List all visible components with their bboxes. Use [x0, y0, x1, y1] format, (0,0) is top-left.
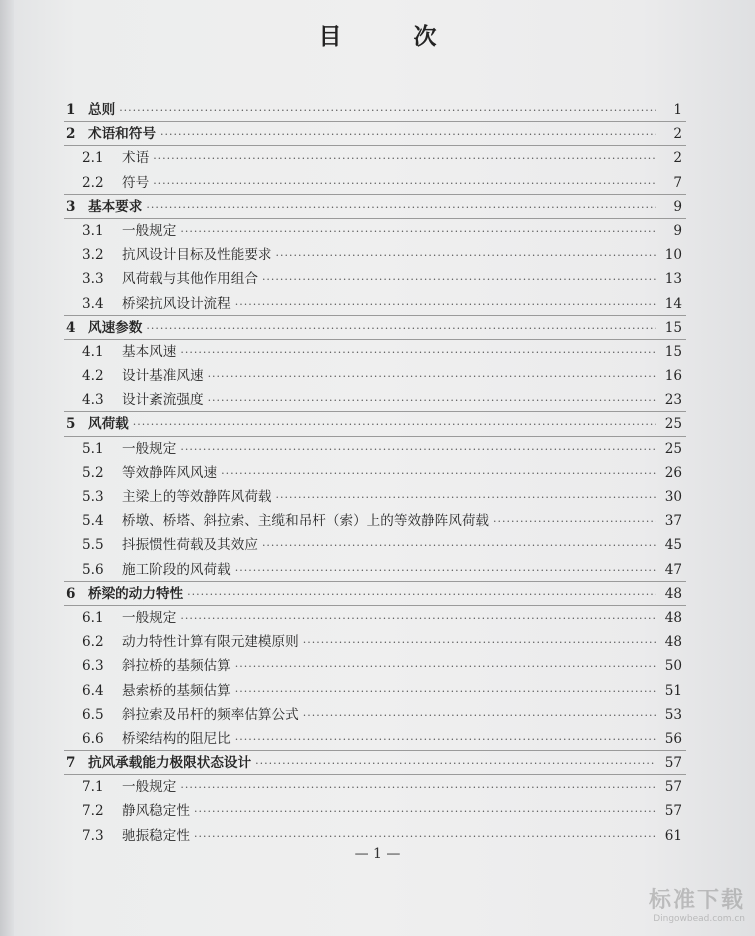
- toc-entry-title: 桥梁抗风设计流程: [122, 295, 231, 312]
- toc-entry-title: 设计基准风速: [122, 368, 204, 385]
- toc-section-row: [64, 679, 682, 703]
- toc-entry-number: 3.2: [82, 247, 104, 264]
- toc-leader-dots: [180, 438, 656, 462]
- toc-entry-title: 桥墩、桥塔、斜拉索、主缆和吊杆（索）上的等效静阵风荷载: [122, 513, 490, 530]
- toc-entry-title: 桥梁结构的阻尼比: [122, 730, 231, 747]
- toc-page-number: 16: [664, 368, 682, 385]
- toc-page-number: 30: [664, 489, 682, 505]
- toc-entry-number: 7: [66, 755, 76, 772]
- toc-chapter-row: [64, 195, 682, 219]
- toc-leader-dots: [235, 293, 656, 317]
- toc-leader-dots: [208, 365, 656, 389]
- toc-entry-number: 2: [66, 126, 76, 143]
- toc-section-row: [64, 558, 682, 582]
- toc-entry-title: 等效静阵风风速: [122, 464, 218, 481]
- toc-leader-dots: [146, 196, 656, 220]
- toc-section-row: [64, 388, 682, 412]
- toc-section-row: [64, 437, 682, 461]
- toc-leader-dots: [255, 752, 656, 776]
- toc-leader-dots: [493, 510, 656, 534]
- toc-page-number: 1: [673, 102, 682, 118]
- toc-entry-title: 符号: [122, 174, 150, 191]
- toc-page-number: 13: [664, 271, 682, 288]
- toc-section-row: [64, 799, 682, 823]
- toc-entry-number: 5.5: [82, 537, 104, 554]
- toc-chapter-row: [64, 582, 682, 606]
- toc-leader-dots: [180, 607, 656, 631]
- toc-section-row: [64, 340, 682, 364]
- toc-entry-number: 3.4: [82, 295, 104, 312]
- toc-entry-title: 一般规定: [122, 779, 177, 796]
- toc-entry-number: 5.4: [82, 513, 104, 530]
- toc-entry-number: 1: [66, 102, 76, 118]
- toc-entry-number: 2.1: [82, 150, 104, 167]
- toc-entry-number: 5.1: [82, 440, 104, 457]
- toc-section-row: [64, 703, 682, 727]
- toc-entry-title: 基本要求: [88, 198, 143, 215]
- toc-page-number: 7: [673, 174, 682, 191]
- toc-entry-title: 斜拉桥的基频估算: [122, 658, 231, 675]
- toc-entry-number: 3: [66, 198, 76, 215]
- toc-entry-number: 5: [66, 416, 76, 433]
- table-of-contents: [64, 98, 682, 848]
- toc-section-row: [64, 461, 682, 485]
- toc-section-row: [64, 775, 682, 799]
- watermark: [649, 883, 745, 924]
- toc-page-number: 9: [673, 222, 682, 239]
- toc-entry-title: 基本风速: [122, 343, 177, 360]
- toc-page-number: 48: [664, 609, 682, 626]
- toc-leader-dots: [235, 728, 656, 752]
- toc-chapter-row: [64, 751, 682, 775]
- toc-page-number: 37: [664, 513, 682, 530]
- toc-page-number: 9: [673, 198, 682, 215]
- toc-page-number: 25: [664, 416, 682, 433]
- toc-entry-title: 抖振惯性荷载及其效应: [122, 537, 258, 554]
- toc-entry-title: 术语: [122, 150, 150, 167]
- toc-leader-dots: [208, 389, 656, 413]
- toc-leader-dots: [194, 800, 656, 824]
- watermark-url: Dingowbead.com.cn: [653, 914, 745, 924]
- toc-entry-title: 设计紊流强度: [122, 392, 204, 409]
- toc-page-number: 48: [664, 634, 682, 651]
- toc-page-number: 14: [664, 295, 682, 312]
- toc-section-row: [64, 146, 682, 170]
- toc-entry-title: 风速参数: [88, 319, 143, 336]
- toc-page-number: 56: [664, 730, 682, 747]
- toc-section-row: [64, 171, 682, 195]
- toc-page-number: 10: [664, 247, 682, 264]
- toc-page-number: 47: [664, 561, 682, 578]
- toc-section-row: [64, 630, 682, 654]
- toc-leader-dots: [119, 99, 656, 123]
- toc-leader-dots: [262, 268, 656, 292]
- page-title: 目 次: [318, 23, 469, 50]
- toc-entry-number: 5.3: [82, 489, 104, 505]
- toc-page-number: 57: [664, 779, 682, 796]
- toc-leader-dots: [180, 776, 656, 800]
- toc-page-number: 2: [673, 150, 682, 167]
- toc-section-row: [64, 606, 682, 630]
- toc-page-number: 61: [664, 827, 682, 844]
- toc-entry-title: 一般规定: [122, 222, 177, 239]
- toc-section-row: [64, 243, 682, 267]
- page-edge-shadow: [0, 0, 14, 936]
- toc-chapter-row: [64, 412, 682, 436]
- toc-leader-dots: [262, 534, 656, 558]
- toc-leader-dots: [235, 559, 656, 583]
- toc-entry-number: 2.2: [82, 174, 104, 191]
- toc-leader-dots: [153, 172, 656, 196]
- toc-entry-number: 7.3: [82, 827, 104, 844]
- toc-entry-number: 6.4: [82, 682, 104, 699]
- toc-chapter-row: [64, 122, 682, 146]
- toc-entry-title: 动力特性计算有限元建模原则: [122, 634, 299, 651]
- toc-entry-number: 4.3: [82, 392, 104, 409]
- toc-leader-dots: [235, 680, 656, 704]
- toc-leader-dots: [276, 244, 656, 268]
- toc-entry-number: 3.3: [82, 271, 104, 288]
- toc-entry-number: 6.2: [82, 634, 104, 651]
- toc-section-row: [64, 292, 682, 316]
- toc-page-number: 57: [664, 803, 682, 820]
- toc-section-row: [64, 824, 682, 848]
- toc-entry-title: 一般规定: [122, 609, 177, 626]
- toc-entry-title: 驰振稳定性: [122, 827, 190, 844]
- toc-entry-title: 桥梁的动力特性: [88, 585, 184, 602]
- toc-leader-dots: [303, 704, 656, 728]
- toc-leader-dots: [146, 317, 656, 341]
- toc-page-number: 57: [664, 755, 682, 772]
- toc-entry-title: 一般规定: [122, 440, 177, 457]
- toc-chapter-row: [64, 316, 682, 340]
- page-number-footer: — 1 —: [354, 846, 401, 862]
- toc-entry-number: 6.3: [82, 658, 104, 675]
- toc-entry-title: 风荷载与其他作用组合: [122, 271, 258, 288]
- toc-entry-number: 7.2: [82, 803, 104, 820]
- toc-section-row: [64, 364, 682, 388]
- toc-leader-dots: [187, 583, 656, 607]
- toc-page-number: 48: [664, 585, 682, 602]
- toc-entry-title: 抗风设计目标及性能要求: [122, 247, 272, 264]
- toc-section-row: [64, 267, 682, 291]
- toc-page-number: 51: [664, 682, 682, 699]
- toc-leader-dots: [180, 220, 656, 244]
- watermark-text: 标准下载: [648, 888, 745, 913]
- toc-page-number: 53: [664, 706, 682, 723]
- toc-entry-number: 5.2: [82, 464, 104, 481]
- toc-section-row: [64, 219, 682, 243]
- toc-entry-number: 6.5: [82, 706, 104, 723]
- toc-entry-number: 4.1: [82, 343, 104, 360]
- toc-page-number: 45: [664, 537, 682, 554]
- toc-entry-number: 4.2: [82, 368, 104, 385]
- toc-entry-title: 施工阶段的风荷载: [122, 561, 231, 578]
- toc-entry-number: 7.1: [82, 779, 104, 796]
- toc-section-row: [64, 654, 682, 678]
- toc-entry-number: 6.1: [82, 609, 104, 626]
- toc-section-row: [64, 727, 682, 751]
- toc-chapter-row: [64, 98, 682, 122]
- toc-page-number: 2: [673, 126, 682, 143]
- toc-entry-number: 4: [66, 319, 76, 336]
- toc-leader-dots: [153, 147, 656, 171]
- toc-entry-title: 静风稳定性: [122, 803, 190, 820]
- toc-entry-title: 风荷载: [88, 416, 129, 433]
- toc-page-number: 23: [664, 392, 682, 409]
- toc-section-row: [64, 485, 682, 509]
- toc-leader-dots: [235, 655, 656, 679]
- toc-entry-title: 斜拉索及吊杆的频率估算公式: [122, 706, 299, 723]
- toc-page-number: 15: [664, 319, 682, 336]
- toc-entry-number: 6: [66, 585, 76, 602]
- toc-entry-title: 悬索桥的基频估算: [122, 682, 231, 699]
- toc-section-row: [64, 509, 682, 533]
- toc-entry-title: 总则: [88, 102, 116, 118]
- toc-entry-title: 抗风承载能力极限状态设计: [88, 755, 252, 772]
- toc-entry-number: 6.6: [82, 730, 104, 747]
- toc-leader-dots: [160, 123, 656, 147]
- toc-entry-title: 术语和符号: [88, 126, 156, 143]
- toc-section-row: [64, 533, 682, 557]
- toc-entry-number: 5.6: [82, 561, 104, 578]
- toc-page-number: 15: [664, 343, 682, 360]
- toc-leader-dots: [276, 486, 656, 510]
- toc-leader-dots: [221, 462, 656, 486]
- toc-page-number: 25: [664, 440, 682, 457]
- toc-page-number: 26: [664, 464, 682, 481]
- toc-page-number: 50: [664, 658, 682, 675]
- toc-leader-dots: [180, 341, 656, 365]
- toc-leader-dots: [303, 631, 656, 655]
- toc-entry-number: 3.1: [82, 222, 104, 239]
- toc-entry-title: 主梁上的等效静阵风荷载: [122, 489, 272, 505]
- toc-leader-dots: [133, 413, 656, 437]
